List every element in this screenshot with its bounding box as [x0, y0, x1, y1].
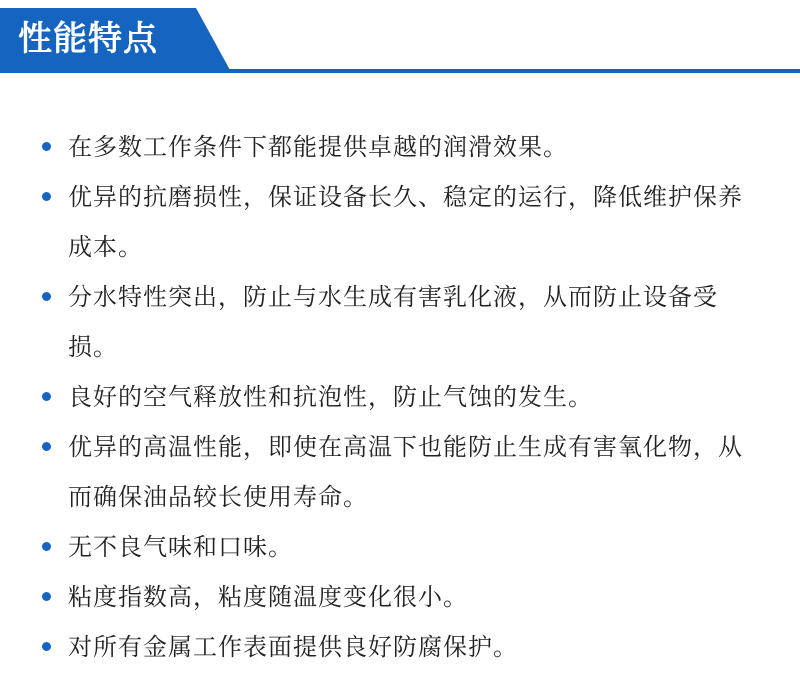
bullet-icon	[42, 292, 51, 301]
feature-text: 在多数工作条件下都能提供卓越的润滑效果。	[68, 133, 568, 161]
feature-text: 优异的高温性能，即使在高温下也能防止生成有害氧化物，从而确保油品较长使用寿命。	[68, 433, 743, 511]
feature-item	[0, 622, 800, 672]
section-header	[0, 0, 800, 76]
feature-text: 良好的空气释放性和抗泡性，防止气蚀的发生。	[68, 383, 593, 411]
section-title: 性能特点	[18, 19, 158, 59]
feature-text: 优异的抗磨损性，保证设备长久、稳定的运行，降低维护保养成本。	[68, 183, 743, 261]
feature-item	[0, 422, 800, 522]
bullet-icon	[42, 642, 51, 651]
bullet-icon	[42, 392, 51, 401]
bullet-icon	[42, 442, 51, 451]
header-divider	[0, 69, 800, 73]
feature-item	[0, 522, 800, 572]
feature-item	[0, 572, 800, 622]
feature-item	[0, 122, 800, 172]
feature-text: 对所有金属工作表面提供良好防腐保护。	[68, 633, 518, 661]
feature-list	[0, 122, 800, 672]
feature-text: 无不良气味和口味。	[68, 533, 293, 561]
bullet-icon	[42, 592, 51, 601]
bullet-icon	[42, 142, 51, 151]
feature-item	[0, 272, 800, 372]
feature-text: 分水特性突出，防止与水生成有害乳化液，从而防止设备受损。	[68, 283, 718, 361]
feature-text: 粘度指数高，粘度随温度变化很小。	[68, 583, 468, 611]
feature-item	[0, 372, 800, 422]
feature-item	[0, 172, 800, 272]
bullet-icon	[42, 542, 51, 551]
bullet-icon	[42, 192, 51, 201]
